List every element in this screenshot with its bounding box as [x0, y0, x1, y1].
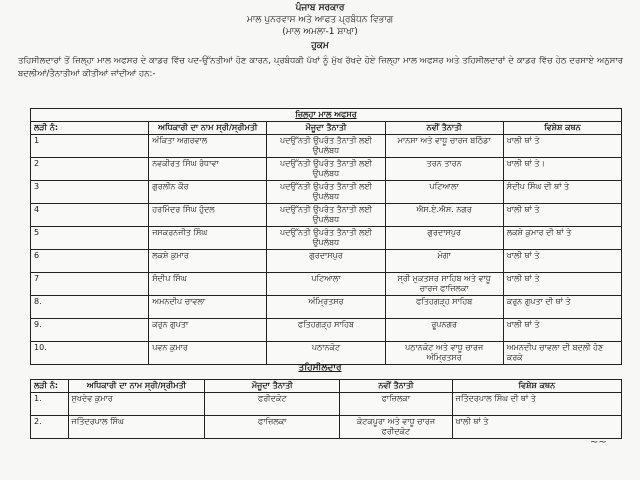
cell-no: 9. [31, 319, 149, 342]
header-government: ਪੰਜਾਬ ਸਰਕਾਰ [295, 3, 345, 13]
cell-new: ਐਸ.ਏ.ਐਸ. ਨਗਰ [385, 204, 503, 227]
table-row [31, 181, 622, 204]
cell-new: ਪਠਾਨਕੋਟ ਅਤੇ ਵਾਧੂ ਚਾਰਜ ਅੰਮ੍ਰਿਤਸਰ [385, 342, 503, 365]
table-row [31, 227, 622, 250]
cell-new: ਪਟਿਆਲਾ [385, 181, 503, 204]
col-header-current: ਮੌਜੂਦਾ ਤੈਨਾਤੀ [205, 380, 340, 393]
cell-name: ਗੁਰਲੀਨ ਕੌਰ [149, 181, 267, 204]
cell-current: ਫਤਿਹਗੜ੍ਹ ਸਾਹਿਬ [267, 319, 385, 342]
cell-current: ਪਦਉੱਨਤੀ ਉਪਰੰਤ ਤੈਨਾਤੀ ਲਈ ਉਪਲੱਬਧ [267, 135, 385, 158]
cell-new: ਰੂਪਨਗਰ [385, 319, 503, 342]
cell-remarks: ਸੰਦੀਪ ਸਿੰਘ ਦੀ ਥਾਂ ਤੇ [503, 181, 621, 204]
cell-name: ਕਰੁਨ ਗੁਪਤਾ [149, 319, 267, 342]
cell-no: 3 [31, 181, 149, 204]
cell-current: ਪਟਿਆਲਾ [267, 273, 385, 296]
table-row [31, 135, 622, 158]
cell-name: ਲਕਸ਼ੇ ਕੁਮਾਰ [149, 250, 267, 273]
cell-no: 1 [31, 135, 149, 158]
cell-current: ਗੁਰਦਾਸਪੁਰ [267, 250, 385, 273]
col-header-name: ਅਧਿਕਾਰੀ ਦਾ ਨਾਮ ਸ੍ਰੀ/ਸ੍ਰੀਮਤੀ [68, 380, 205, 393]
cell-no: 5 [31, 227, 149, 250]
cell-remarks: ਲਕਸ਼ੇ ਕੁਮਾਰ ਦੀ ਥਾਂ ਤੇ [503, 227, 621, 250]
cell-no: 2. [31, 416, 69, 439]
cell-no: 4 [31, 204, 149, 227]
table-row [31, 158, 622, 181]
cell-remarks: ਖਾਲੀ ਥਾਂ ਤੇ [503, 250, 621, 273]
cell-no: 2 [31, 158, 149, 181]
cell-new: ਗੁਰਦਾਸਪੁਰ [385, 227, 503, 250]
cell-remarks: ਖਾਲੀ ਥਾਂ ਤੇ। [503, 158, 621, 181]
cell-no: 1. [31, 393, 69, 416]
section-title-tehsildar: ਤਹਿਸੀਲਦਾਰ [298, 363, 342, 373]
cell-current: ਪਦਉੱਨਤੀ ਉਪਰੰਤ ਤੈਨਾਤੀ ਲਈ ਉਪਲੱਬਧ [267, 227, 385, 250]
cell-remarks: ਖਾਲੀ ਥਾਂ ਤੇ [503, 273, 621, 296]
cell-no: 8. [31, 296, 149, 319]
cell-new: ਸ੍ਰੀ ਮੁਕਤਸਰ ਸਾਹਿਬ ਅਤੇ ਵਾਧੂ ਚਾਰਜ ਫਾਜ਼ਿਲਕਾ [385, 273, 503, 296]
cell-current: ਪਠਾਨਕੋਟ [267, 342, 385, 365]
col-header-new: ਨਵੀਂ ਤੈਨਾਤੀ [340, 380, 453, 393]
cell-no: 10. [31, 342, 149, 365]
cell-name: ਜਤਿੰਦਰਪਾਲ ਸਿੰਘ [68, 416, 205, 439]
table-row [31, 342, 622, 365]
table-header-row [31, 122, 622, 135]
cell-remarks: ਖਾਲੀ ਥਾਂ ਤੇ [452, 416, 621, 439]
col-header-no: ਲੜੀ ਨੰ: [31, 380, 69, 393]
cell-current: ਪਦਉੱਨਤੀ ਉਪਰੰਤ ਤੈਨਾਤੀ ਲਈ ਉਪਲੱਬਧ [267, 181, 385, 204]
cell-name: ਸੁਖਦੇਵ ਕੁਮਾਰ [68, 393, 205, 416]
col-header-new: ਨਵੀਂ ਤੈਨਾਤੀ [385, 122, 503, 135]
intro-paragraph: ਤਹਿਸੀਲਦਾਰਾਂ ਤੋਂ ਜ਼ਿਲ੍ਹਾ ਮਾਲ ਅਫਸਰ ਦੇ ਕਾਡਰ ਵਿੱਚ ਪਦ-ਉੱਨਤੀਆਂ ਹੋਣ ਕਾਰਨ, ਪ੍ਰਬੰਧਕੀ ਪੱਖਾਂ ਨੂੰ ਮੁੱਖ ਰੱਖਦੇ ਹੋਏ ਜ਼ਿਲ੍ਹਾ ਮਾਲ ਅਫਸਰ ਅਤੇ ਤਹਿਸੀਲਦਾਰਾਂ ਦੇ ਕਾਡਰ ਵਿੱਚ ਹੇਠ ਦਰਸਾਏ ਅਨੁਸਾਰ ਬਦਲੀਆਂ/ਤੈਨਾਤੀਆਂ ਕੀਤੀਆਂ ਜਾਂਦੀਆਂ ਹਨ:- [18, 56, 623, 79]
table-row [31, 416, 622, 439]
header-branch: (ਮਾਲ ਅਮਲਾ-1 ਸ਼ਾਖਾ) [282, 27, 358, 37]
cell-name: ਜਸਕਰਨਜੀਤ ਸਿੰਘ [149, 227, 267, 250]
cell-remarks: ਖਾਲੀ ਥਾਂ ਤੇ [503, 319, 621, 342]
cell-new: ਫਾਜ਼ਿਲਕਾ [340, 393, 453, 416]
cell-current: ਅੰਮ੍ਰਿਤਸਰ [267, 296, 385, 319]
cell-new: ਕੋਟਕਪੂਰਾ ਅਤੇ ਵਾਧੂ ਚਾਰਜ ਫਰੀਦਕੋਟ [340, 416, 453, 439]
cell-name: ਹਰਮਿੰਦਰ ਸਿੰਘ ਹੁੰਦਲ [149, 204, 267, 227]
header-order: ਹੁਕਮ [311, 41, 329, 51]
cell-remarks: ਖਾਲੀ ਥਾਂ ਤੇ [503, 204, 621, 227]
header-department: ਮਾਲ ਪੁਨਰਵਾਸ ਅਤੇ ਆਫਤ ਪ੍ਰਬੰਧਨ ਵਿਭਾਗ [246, 15, 394, 25]
cell-name: ਅਮਨਦੀਪ ਚਾਵਲਾ [149, 296, 267, 319]
cell-remarks: ਖਾਲੀ ਥਾਂ ਤੇ [503, 135, 621, 158]
cell-no: 7 [31, 273, 149, 296]
table-row [31, 204, 622, 227]
cell-new: ਮਾਨਸਾ ਅਤੇ ਵਾਧੂ ਚਾਰਜ ਬਠਿੰਡਾ [385, 135, 503, 158]
table-row [31, 319, 622, 342]
cell-name: ਨਵਕੀਰਤ ਸਿੰਘ ਰੰਧਾਵਾ [149, 158, 267, 181]
table-header-row [31, 380, 622, 393]
section-title-dro: ਜ਼ਿਲ੍ਹਾ ਮਾਲ ਅਫਸਰ [31, 109, 622, 122]
table-row [31, 296, 622, 319]
cell-name: ਪਵਨ ਕੁਮਾਰ [149, 342, 267, 365]
cell-new: ਤਰਨ ਤਾਰਨ [385, 158, 503, 181]
cell-new: ਫਤਿਹਗੜ੍ਹ ਸਾਹਿਬ [385, 296, 503, 319]
cell-current: ਫਾਜ਼ਿਲਕਾ [205, 416, 340, 439]
tehsildar-transfer-table [30, 379, 622, 439]
cell-name: ਸੰਦੀਪ ਸਿੰਘ [149, 273, 267, 296]
cell-new: ਮੋਗਾ [385, 250, 503, 273]
col-header-remarks: ਵਿਸ਼ੇਸ਼ ਕਥਨ [452, 380, 621, 393]
table-row [31, 393, 622, 416]
col-header-no: ਲੜੀ ਨੰ: [31, 122, 149, 135]
cell-current: ਪਦਉੱਨਤੀ ਉਪਰੰਤ ਤੈਨਾਤੀ ਲਈ ਉਪਲੱਬਧ [267, 204, 385, 227]
col-header-current: ਮੌਜੂਦਾ ਤੈਨਾਤੀ [267, 122, 385, 135]
cell-current: ਪਦਉੱਨਤੀ ਉਪਰੰਤ ਤੈਨਾਤੀ ਲਈ ਉਪਲੱਬਧ [267, 158, 385, 181]
dro-transfer-table [30, 108, 622, 365]
cell-current: ਫਰੀਦਕੋਟ [205, 393, 340, 416]
col-header-name: ਅਧਿਕਾਰੀ ਦਾ ਨਾਮ ਸ੍ਰੀ/ਸ੍ਰੀਮਤੀ [149, 122, 267, 135]
cell-no: 6 [31, 250, 149, 273]
cell-name: ਅੰਕਿਤਾ ਅਗਰਵਾਲ [149, 135, 267, 158]
col-header-remarks: ਵਿਸ਼ੇਸ਼ ਕਥਨ [503, 122, 621, 135]
table-row [31, 273, 622, 296]
table-row [31, 250, 622, 273]
handwritten-initials: ~~ [590, 437, 607, 448]
cell-remarks: ਕਰੁਨ ਗੁਪਤਾ ਦੀ ਥਾਂ ਤੇ [503, 296, 621, 319]
cell-remarks: ਅਮਨਦੀਪ ਚਾਵਲਾ ਦੀ ਬਦਲੀ ਹੋਣ ਕਰਕੇ [503, 342, 621, 365]
cell-remarks: ਜਤਿੰਦਰਪਾਲ ਸਿੰਘ ਦੀ ਥਾਂ ਤੇ [452, 393, 621, 416]
